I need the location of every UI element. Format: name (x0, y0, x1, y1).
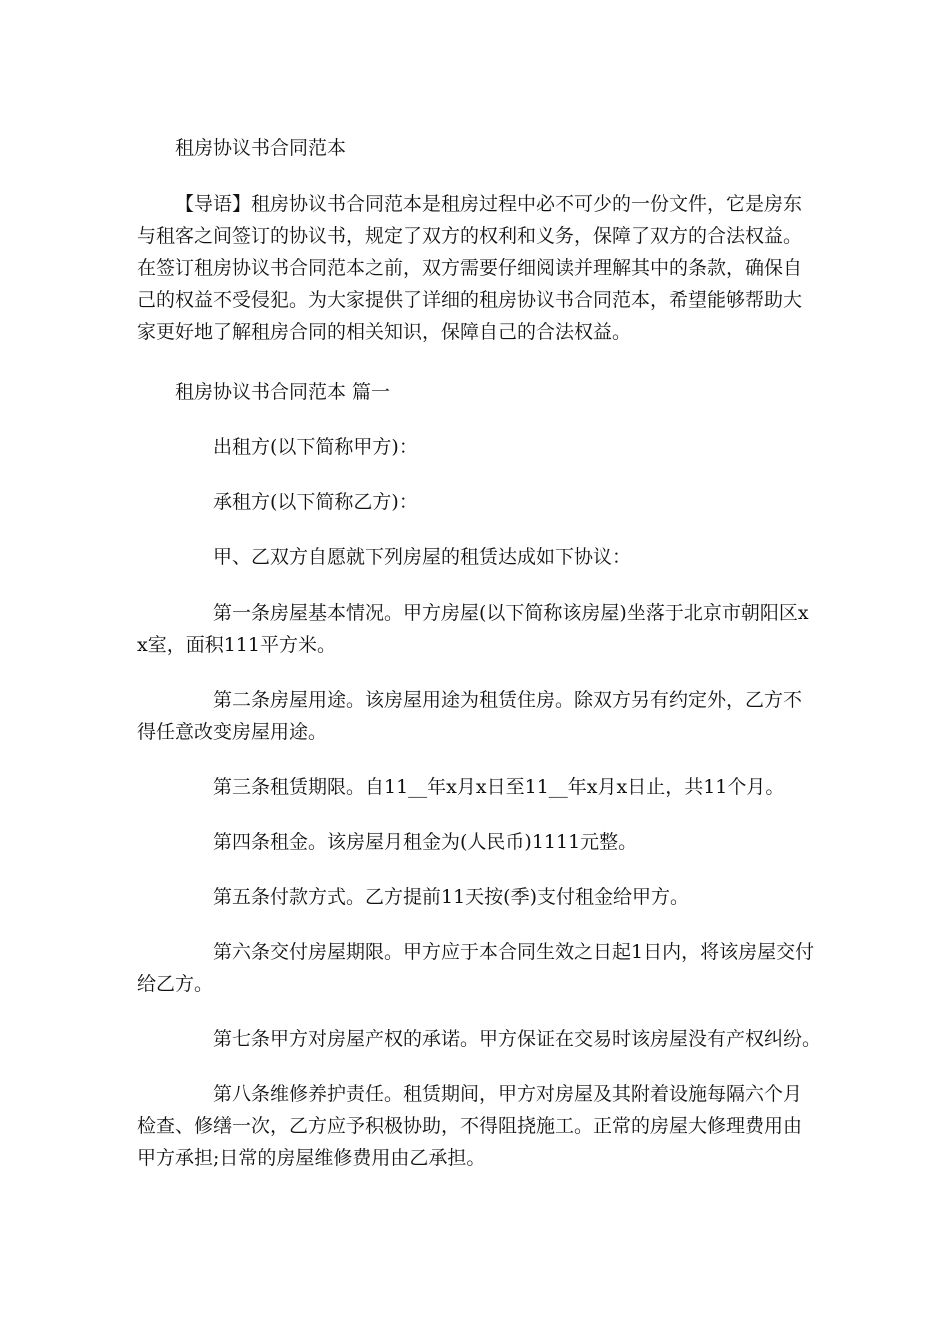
article-4: 第四条租金。该房屋月租金为(人民币)1111元整。 (213, 831, 638, 853)
lessor-line: 出租方(以下简称甲方)： (213, 436, 418, 458)
article-7: 第七条甲方对房屋产权的承诺。甲方保证在交易时该房屋没有产权纠纷。 (213, 1028, 822, 1050)
article-3: 第三条租赁期限。自11__年x月x日至11__年x月x日止，共11个月。 (213, 776, 785, 798)
agreement-intro: 甲、乙双方自愿就下列房屋的租赁达成如下协议： (213, 546, 632, 568)
article-6: 第六条交付房屋期限。甲方应于本合同生效之日起1日内，将该房屋交付给乙方。 (137, 941, 815, 995)
article-2: 第二条房屋用途。该房屋用途为租赁住房。除双方另有约定外，乙方不得任意改变房屋用途。 (137, 689, 803, 743)
article-1: 第一条房屋基本情况。甲方房屋(以下简称该房屋)坐落于北京市朝阳区xx室，面积111平方米。 (137, 602, 809, 656)
lessee-line: 承租方(以下简称乙方)： (213, 491, 418, 513)
intro-paragraph: 【导语】租房协议书合同范本是租房过程中必不可少的一份文件，它是房东与租客之间签订的协议书，规定了双方的权利和义务，保障了双方的合法权益。在签订租房协议书合同范本之前，双方需要仔细阅读并理解其中的条款，确保自己的权益不受侵犯。为大家提供了详细的租房协议书合同范本，希望能够帮助大家更好地了解租房合同的相关知识，保障自己的合法权益。 (137, 193, 803, 343)
section-title: 租房协议书合同范本 篇一 (175, 381, 391, 403)
article-5: 第五条付款方式。乙方提前11天按(季)支付租金给甲方。 (213, 886, 690, 908)
document-title: 租房协议书合同范本 (175, 137, 347, 159)
article-8: 第八条维修养护责任。租赁期间，甲方对房屋及其附着设施每隔六个月检查、修缮一次，乙方应予积极协助，不得阻挠施工。正常的房屋大修理费用由甲方承担;日常的房屋维修费用由乙承担。 (137, 1083, 803, 1169)
